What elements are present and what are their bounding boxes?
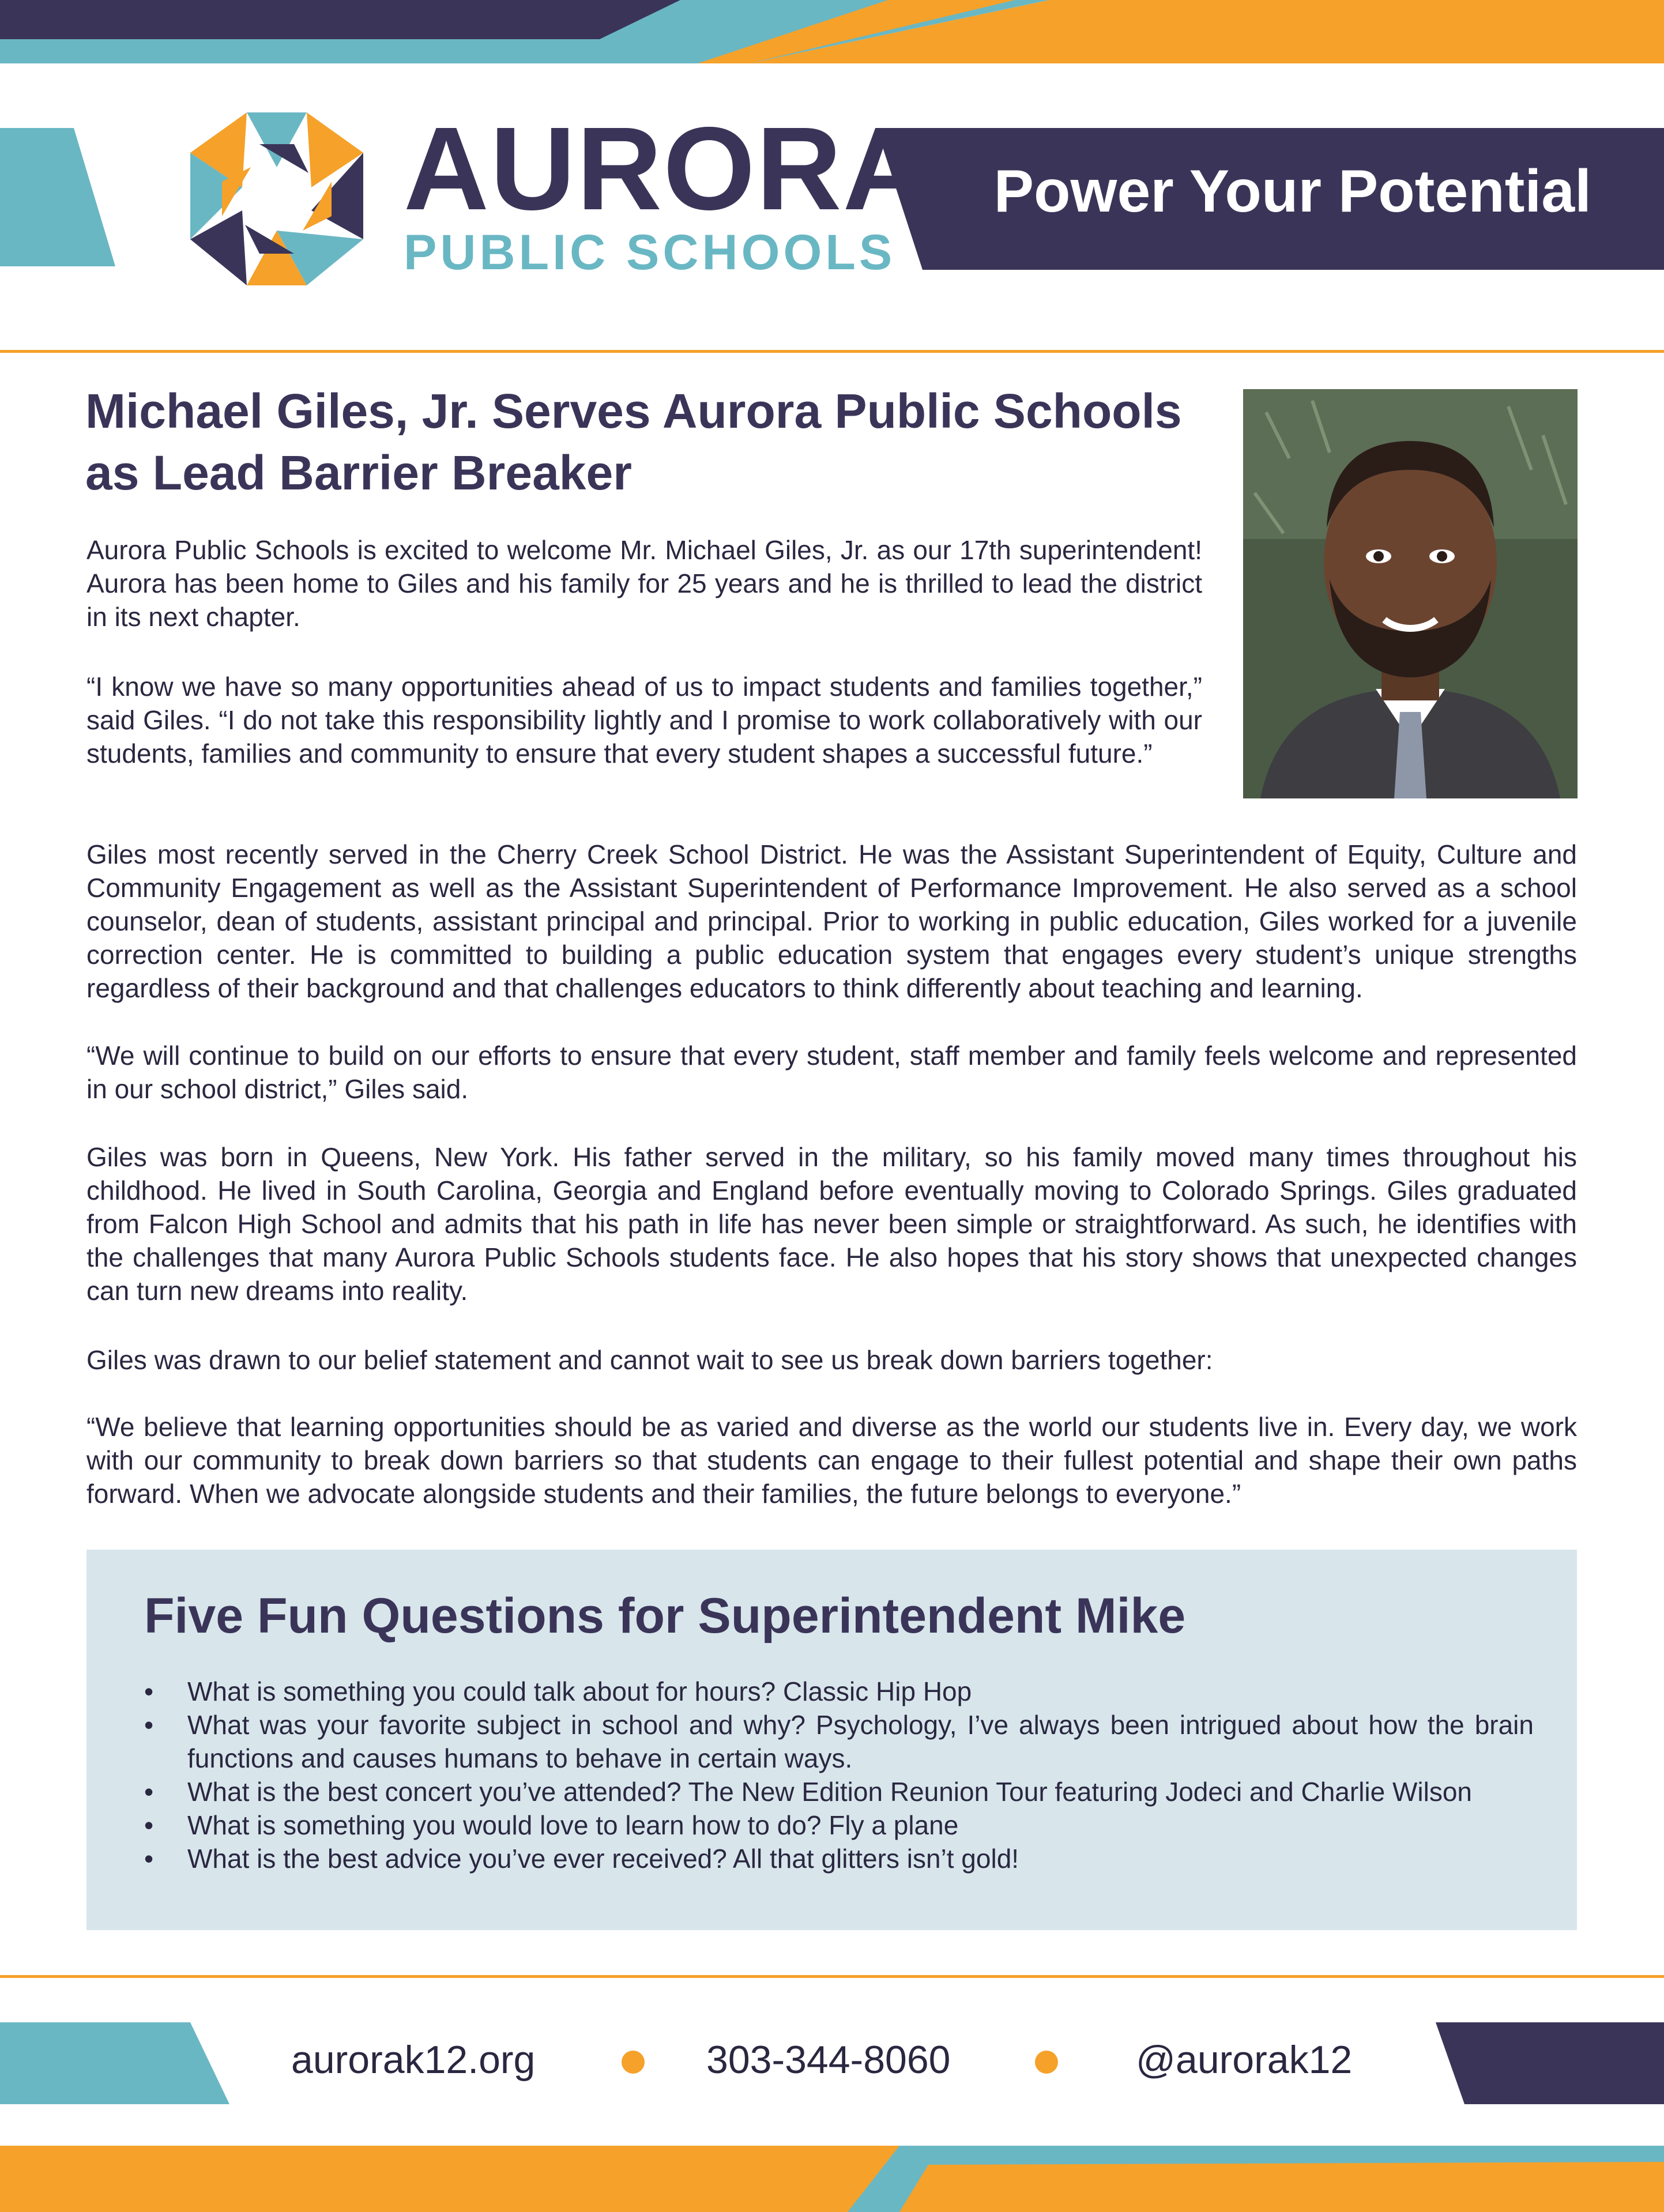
bullet: •: [144, 1844, 154, 1874]
question-item: [144, 1708, 1534, 1775]
footer-navy-tab: [1436, 2022, 1664, 2104]
superintendent-photo: [1243, 389, 1578, 798]
question-text: What was your favorite subject in school and why? Psychology, I’ve always been intrigued about how the brain functions and causes humans to behave in certain ways.: [187, 1710, 1534, 1773]
header-teal-tab: [0, 128, 115, 266]
bullet: •: [144, 1710, 154, 1740]
website-link[interactable]: aurorak12.org: [291, 2038, 536, 2082]
question-item: [144, 1775, 1534, 1808]
article-paragraph: “We will continue to build on our efforts to ensure that every student, staff member and family feels welcome and represented in our school district,” Giles said.: [86, 1041, 1577, 1104]
social-handle[interactable]: @aurorak12: [1136, 2038, 1353, 2082]
questions-title: Five Fun Questions for Superintendent Mike: [144, 1588, 1186, 1644]
article-paragraph: “I know we have so many opportunities ahead of us to impact students and families together,” said Giles. “I do not take this responsibility lightly and I promise to work collaboratively with our students, families and community to ensure that every student shapes a successful future.”: [86, 672, 1202, 768]
article-paragraph: Aurora Public Schools is excited to welcome Mr. Michael Giles, Jr. as our 17th superintendent! Aurora has been home to Giles and his family for 25 years and he is thrilled to lead the district in its next chapter.: [86, 535, 1202, 632]
question-item: [144, 1842, 1534, 1875]
bullet: •: [144, 1676, 154, 1706]
article-headline: Michael Giles, Jr. Serves Aurora Public Schools as Lead Barrier Breaker: [85, 384, 1182, 500]
footer-divider: [0, 1975, 1664, 1978]
tagline: Power Your Potential: [993, 158, 1591, 225]
separator-dot: [1035, 2051, 1058, 2074]
phone-number[interactable]: 303-344-8060: [706, 2038, 951, 2082]
question-item: [144, 1808, 1534, 1842]
bullet: •: [144, 1777, 154, 1807]
header-band: [0, 0, 1664, 63]
question-text: What is something you could talk about for hours? Classic Hip Hop: [187, 1676, 972, 1706]
star-logo-icon: [176, 104, 378, 294]
question-text: What is the best advice you’ve ever received? All that glitters isn’t gold!: [187, 1844, 1019, 1874]
article-paragraph: “We believe that learning opportunities should be as varied and diverse as the world our students live in. Every day, we work with our community to break down barriers so that students can engage to their fullest potential and shape their own paths forward. When we advocate alongside students and their families, the future belongs to everyone.”: [86, 1412, 1577, 1509]
footer-teal-tab: [0, 2022, 229, 2104]
brand-name: AURORA: [404, 103, 929, 235]
article-paragraph: Giles was born in Queens, New York. His father served in the military, so his family moved many times throughout his childhood. He lived in South Carolina, Georgia and England before eventually moving to Colorado Springs. Giles graduated from Falcon High School and admits that his path in life has never been simple or straightforward. As such, he identifies with the challenges that many Aurora Public Schools students face. He also hopes that his story shows that unexpected changes can turn new dreams into reality.: [86, 1142, 1577, 1306]
separator-dot: [622, 2051, 645, 2074]
question-text: What is something you would love to learn how to do? Fly a plane: [187, 1810, 959, 1840]
article-paragraph: Giles most recently served in the Cherry Creek School District. He was the Assistant Superintendent of Equity, Culture and Community Engagement as well as the Assistant Superintendent of Performance Improvement. He also served as a school counselor, dean of students, assistant principal and principal. Prior to working in public education, Giles worked for a juvenile correction center. He is committed to building a public education system that engages every student’s unique strengths regardless of their background and that challenges educators to think differently about teaching and learning.: [86, 839, 1577, 1003]
article-paragraph: Giles was drawn to our belief statement and cannot wait to see us break down barriers together:: [86, 1345, 1213, 1375]
footer-band: [0, 2146, 1664, 2212]
bullet: •: [144, 1810, 154, 1840]
question-item: [144, 1675, 1534, 1708]
header-divider: [0, 350, 1664, 353]
question-text: What is the best concert you’ve attended? The New Edition Reunion Tour featuring Jodeci and Charlie Wilson: [187, 1777, 1473, 1807]
questions-list: [144, 1675, 1534, 1875]
brand-subtitle: PUBLIC SCHOOLS: [404, 225, 896, 280]
